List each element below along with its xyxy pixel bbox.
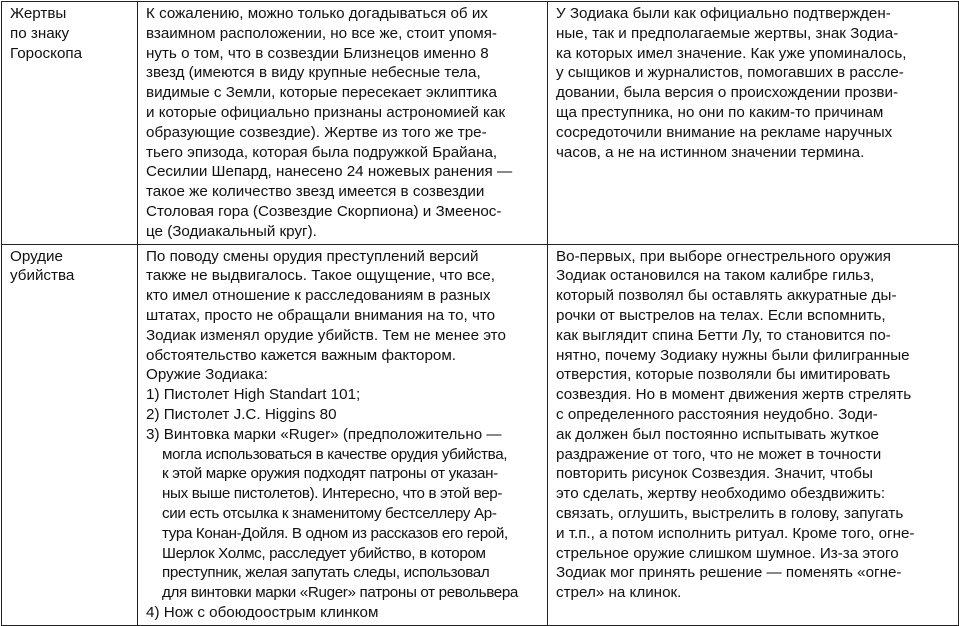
weapon-item: 2) Пистолет J.C. Higgins 80 — [146, 405, 337, 423]
text-line: сосредоточили внимание на рекламе наручных — [556, 123, 893, 141]
commentary-text-cell — [548, 2, 959, 245]
text-line: который позволял бы оставлять аккуратные ды- — [556, 287, 897, 305]
text-line: ка которых имел значение. Как уже упоминалось, — [556, 44, 907, 62]
comparison-table — [1, 1, 959, 626]
text-line: у сыщиков и журналистов, помогавших в рассле- — [556, 64, 904, 82]
text-line: также не выдвигалось. Такое ощущение, что все, — [146, 267, 495, 285]
weapon-item: 1) Пистолет High Standart 101; — [146, 386, 361, 404]
weapons-title: Оружие Зодиака: — [146, 366, 268, 384]
text-line: отверстия, которые позволяли бы имитировать — [556, 366, 891, 384]
row-label-line: по знаку — [10, 24, 70, 42]
text-line: и т.п., а потом исполнить ритуал. Кроме того, огне- — [556, 524, 915, 542]
text-line: Столовая гора (Созвездие Скорпиона) и Змееноc- — [146, 202, 502, 220]
text-line: часов, а не на истинном значении термина. — [556, 143, 865, 161]
text-line: обстоятельство кажется важным фактором. — [146, 346, 457, 364]
text-line: стрельное оружие слишком шумное. Из-за этого — [556, 544, 899, 562]
text-line: повторить рисунок Созвездия. Значит, чтобы — [556, 465, 873, 483]
commentary-text-cell — [548, 244, 959, 625]
weapon-item: 3) Винтовка марки «Ruger» (предположительно — — [146, 425, 502, 443]
row-label-cell — [2, 2, 138, 245]
text-line: раздражение от того, что не может в точности — [556, 445, 882, 463]
text-line: це (Зодиакальный круг). — [146, 222, 317, 240]
text-line: Зодиак остановился на таком калибре гильз, — [556, 267, 875, 285]
text-line: такое же количество звезд имеется в созвездии — [146, 183, 485, 201]
text-line: ща преступника, но они по каким-то причинам — [556, 103, 884, 121]
text-line: штатах, просто не обращали внимания на то, что — [146, 306, 496, 324]
text-line: видимые с Земли, которые пересекает эклиптика — [146, 84, 497, 102]
weapon-item: 4) Нож с обоюдоострым клинком — [146, 603, 379, 621]
text-line: нуть о том, что в созвездии Близнецов именно 8 — [146, 44, 489, 62]
text-line: Во-первых, при выборе огнестрельного оружия — [556, 247, 891, 265]
text-line: стрел» на клинок. — [556, 584, 682, 602]
text-line: образующие созвездие). Жертве из того же тре- — [146, 123, 487, 141]
text-line: с определенного расстояния неудобно. Зоди- — [556, 405, 878, 423]
text-line: тьего эпизода, которая была подружкой Брайана, — [146, 143, 498, 161]
table-row — [2, 2, 959, 245]
row-label-line: Гороскопа — [10, 44, 83, 62]
text-line: и которые официально признаны астрономией как — [146, 103, 506, 121]
weapon-item-continuation: преступник, желая запутать следы, использовал — [162, 564, 490, 582]
text-line: довании, была версия о происхождении прозви- — [556, 84, 899, 102]
text-line: кто имел отношение к расследованиям в разных — [146, 287, 491, 305]
weapon-item-continuation: могла использоваться в качестве орудия убийства, — [162, 445, 508, 463]
text-line: Сесилии Шепард, нанесено 24 ножевых ранения — — [146, 163, 513, 181]
weapon-item-continuation: тура Конан-Дойля. В одном из рассказов его герой, — [162, 524, 508, 542]
text-line: связать, оглушить, выстрелить в голову, запугать — [556, 504, 904, 522]
text-line: Зодиак мог принять решение — поменять «огне- — [556, 564, 902, 582]
text-line: это сделать, жертву необходимо обездвижить: — [556, 485, 886, 503]
row-label-line: Жертвы — [10, 5, 67, 22]
row-label-cell — [2, 244, 138, 625]
version-text-cell — [138, 2, 548, 245]
table-row — [2, 244, 959, 625]
weapon-item-continuation: Шерлок Холмс, расследует убийство, в котором — [162, 544, 486, 562]
row-label-line: Орудие — [10, 247, 63, 265]
text-line: К сожалению, можно только догадываться об их — [146, 5, 488, 22]
text-line: По поводу смены орудия преступлений версий — [146, 247, 479, 265]
text-line: нятно, почему Зодиаку нужны были филигранные — [556, 346, 910, 364]
weapon-item-continuation: для винтовки марки «Ruger» патроны от револьвера — [162, 584, 519, 602]
weapon-item-continuation: к этой марке оружия подходят патроны от указан- — [162, 465, 498, 483]
weapon-item-continuation: ных выше пистолетов). Интересно, что в этой вер- — [162, 485, 503, 503]
text-line: взаимном расположении, но все же, стоит упомя- — [146, 24, 497, 42]
text-line: как выглядит спина Бетти Лу, то становится по- — [556, 326, 891, 344]
text-line: У Зодиака были как официально подтвержден- — [556, 5, 891, 22]
weapon-item-continuation: сии есть отсылка к знаменитому бестселлеру Ар- — [162, 504, 497, 522]
text-line: созвездия. Но в момент движения жертв стрелять — [556, 386, 912, 404]
text-line: ак должен был постоянно испытывать жуткое — [556, 425, 879, 443]
text-line: рочки от выстрелов на телах. Если вспомнить, — [556, 306, 886, 324]
version-text-cell — [138, 244, 548, 625]
text-line: Зодиак изменял орудие убийств. Тем не менее это — [146, 326, 506, 344]
text-line: звезд (имеются в виду крупные небесные тела, — [146, 64, 481, 82]
text-line: ные, так и предполагаемые жертвы, знак Зодиа- — [556, 24, 899, 42]
row-label-line: убийства — [10, 267, 75, 285]
